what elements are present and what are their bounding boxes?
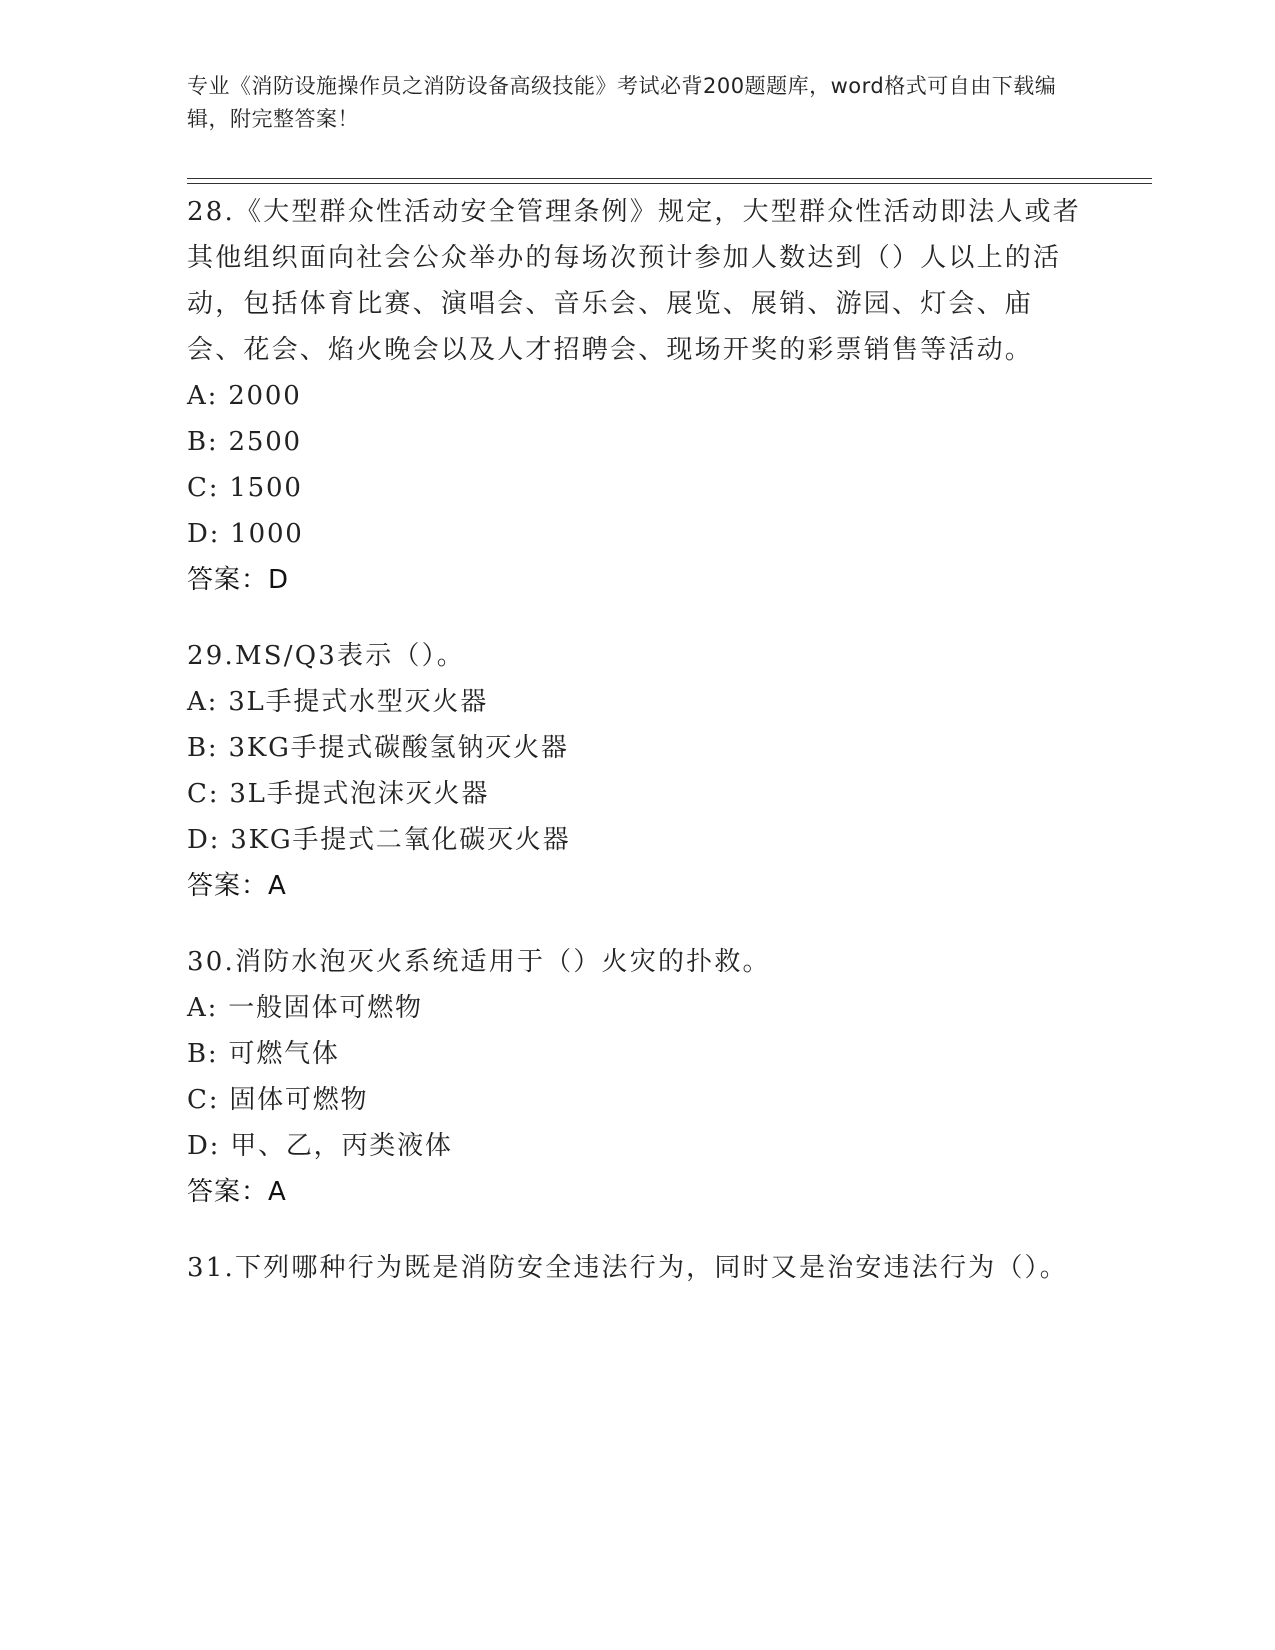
option-c: C: 1500 bbox=[187, 473, 303, 503]
question-30 bbox=[187, 939, 1087, 1215]
option-b: B: 2500 bbox=[187, 427, 302, 457]
answer-line: 答案：A bbox=[187, 871, 287, 901]
question-stem: 31.下列哪种行为既是消防安全违法行为，同时又是治安违法行为（）。 bbox=[187, 1253, 1068, 1283]
answer-line: 答案：A bbox=[187, 1177, 287, 1207]
option-c: C: 3L手提式泡沫灭火器 bbox=[187, 779, 490, 809]
question-28 bbox=[187, 189, 1087, 603]
question-29 bbox=[187, 633, 1087, 909]
question-stem: 28.《大型群众性活动安全管理条例》规定，大型群众性活动即法人或者其他组织面向社会公众举办的每场次预计参加人数达到（）人以上的活动，包括体育比赛、演唱会、音乐会、展览、展销、游园、灯会、庙会、花会、焰火晚会以及人才招聘会、现场开奖的彩票销售等活动。 bbox=[187, 197, 1081, 365]
option-d: D: 甲、乙，丙类液体 bbox=[187, 1131, 453, 1161]
answer-line: 答案：D bbox=[187, 565, 290, 595]
option-a: A: 3L手提式水型灭火器 bbox=[187, 687, 489, 717]
option-a: A: 一般固体可燃物 bbox=[187, 993, 423, 1023]
option-d: D: 3KG手提式二氧化碳灭火器 bbox=[187, 825, 571, 855]
option-c: C: 固体可燃物 bbox=[187, 1085, 369, 1115]
option-d: D: 1000 bbox=[187, 519, 304, 549]
question-stem: 30.消防水泡灭火系统适用于（）火灾的扑救。 bbox=[187, 947, 771, 977]
header-divider-top bbox=[187, 178, 1152, 179]
question-stem: 29.MS/Q3表示（）。 bbox=[187, 641, 465, 671]
document-header: 专业《消防设施操作员之消防设备高级技能》考试必背200题题库，word格式可自由下载编辑，附完整答案！ bbox=[187, 74, 1057, 131]
option-b: B: 可燃气体 bbox=[187, 1039, 340, 1069]
header-divider-bottom bbox=[187, 183, 1152, 184]
option-a: A: 2000 bbox=[187, 381, 302, 411]
question-list bbox=[187, 189, 1087, 1321]
question-31 bbox=[187, 1245, 1087, 1291]
option-b: B: 3KG手提式碳酸氢钠灭火器 bbox=[187, 733, 569, 763]
